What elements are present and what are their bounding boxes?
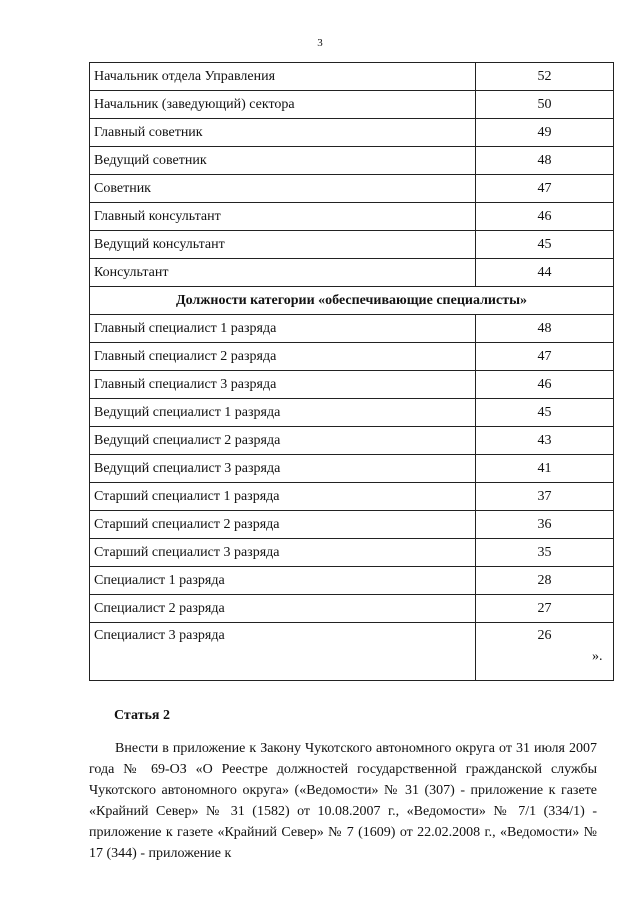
position-name: Ведущий специалист 3 разряда [90, 455, 476, 483]
position-value: 36 [476, 511, 614, 539]
position-name: Главный специалист 2 разряда [90, 343, 476, 371]
position-name: Консультант [90, 259, 476, 287]
table-row [90, 399, 614, 427]
position-value: 45 [476, 399, 614, 427]
position-value: 28 [476, 567, 614, 595]
position-name: Главный консультант [90, 203, 476, 231]
position-value: 41 [476, 455, 614, 483]
position-name: Специалист 1 разряда [90, 567, 476, 595]
category-row [90, 287, 614, 315]
category-heading: Должности категории «обеспечивающие специалисты» [90, 287, 614, 315]
table-row [90, 315, 614, 343]
table-row [90, 595, 614, 623]
table-row [90, 119, 614, 147]
table-row [90, 63, 614, 91]
position-name: Старший специалист 1 разряда [90, 483, 476, 511]
position-name: Старший специалист 3 разряда [90, 539, 476, 567]
position-name: Начальник отдела Управления [90, 63, 476, 91]
position-value: 50 [476, 91, 614, 119]
table-row [90, 427, 614, 455]
table-row [90, 147, 614, 175]
position-name: Начальник (заведующий) сектора [90, 91, 476, 119]
position-name: Главный специалист 3 разряда [90, 371, 476, 399]
positions-table [89, 62, 614, 681]
position-value: 47 [476, 175, 614, 203]
table-row [90, 259, 614, 287]
table-row [90, 175, 614, 203]
position-value: 52 [476, 63, 614, 91]
position-value: 48 [476, 147, 614, 175]
table-row [90, 539, 614, 567]
position-value: 43 [476, 427, 614, 455]
position-value: 44 [476, 259, 614, 287]
table-row [90, 91, 614, 119]
position-value: 46 [476, 371, 614, 399]
position-value: 46 [476, 203, 614, 231]
position-name: Советник [90, 175, 476, 203]
table-row [90, 623, 614, 681]
position-name: Ведущий советник [90, 147, 476, 175]
position-value: 27 [476, 595, 614, 623]
table-row [90, 511, 614, 539]
position-value: 45 [476, 231, 614, 259]
table-row [90, 371, 614, 399]
position-value: 26 [476, 623, 614, 681]
position-value: 37 [476, 483, 614, 511]
position-name: Главный специалист 1 разряда [90, 315, 476, 343]
table-row [90, 567, 614, 595]
position-value: 49 [476, 119, 614, 147]
position-value: 47 [476, 343, 614, 371]
position-name: Ведущий специалист 1 разряда [90, 399, 476, 427]
position-name: Старший специалист 2 разряда [90, 511, 476, 539]
position-name: Специалист 3 разряда [90, 623, 476, 681]
table-closing-mark: ». [592, 649, 603, 664]
table-row [90, 455, 614, 483]
position-name: Специалист 2 разряда [90, 595, 476, 623]
table-row [90, 343, 614, 371]
article-body: Внести в приложение к Закону Чукотского автономного округа от 31 июля 2007 года № 69-ОЗ «О Реестре должностей государственной гражданской службы Чукотского автономного округа» («Ведомости» № 31 (307) - приложение к газете «Крайний Север» № 31 (1582) от 10.08.2007 г., «Ведомости» № 7/1 (334/1) - приложение к газете «Крайний Север» № 7 (1609) от 22.02.2008 г., «Ведомости» № 17 (344) - приложение к [89, 741, 597, 861]
table-row [90, 203, 614, 231]
position-value: 35 [476, 539, 614, 567]
article-heading: Статья 2 [114, 708, 170, 723]
position-name: Ведущий консультант [90, 231, 476, 259]
position-name: Ведущий специалист 2 разряда [90, 427, 476, 455]
table-row [90, 483, 614, 511]
table-row [90, 231, 614, 259]
position-name: Главный советник [90, 119, 476, 147]
position-value: 48 [476, 315, 614, 343]
page-number: 3 [317, 37, 323, 49]
